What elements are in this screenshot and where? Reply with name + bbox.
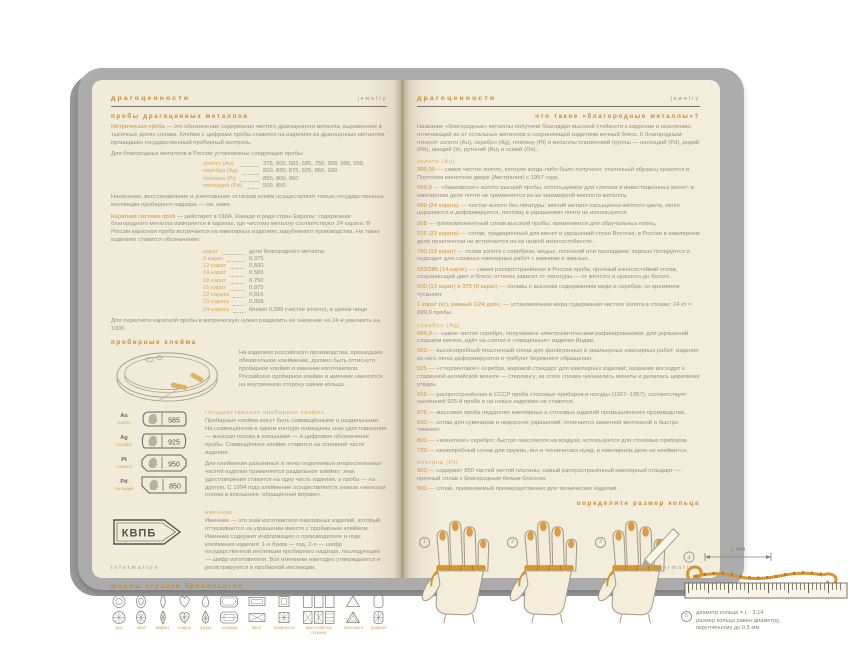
- heart-cut-facets-icon: [177, 610, 192, 625]
- cut-round: круг: [111, 594, 127, 636]
- state-stamp-paragraph-2: Для клеймения разъёмных и легко отделяемых второстепенных частей изделия применяется раздельное клеймо: знак удостоверения ставится на одну часть изделия, а проба — на другую. С 1994 года клеймение осуществляется знаком «женская голова в кокошнике, обращённая вправо».: [205, 461, 386, 499]
- paragraph-metric-assay: Метрическая проба — это обозначение содержания чистого драгоценного металла, выраженное в тысячных долях сплава. Клеймо с цифрами пробы ставится на изделиях из драгоценных металлов, прошедших государственный пробирный контроль.: [111, 124, 387, 146]
- section-heading-stamps: пробирные клейма: [111, 339, 197, 347]
- measure-column: [681, 537, 853, 633]
- carat-conversion-note: Для пересчёта каратной пробы в метрическую нужно разделить её значение на 24 и умножить на 1000.: [111, 317, 380, 332]
- svg-text:950: 950: [168, 461, 180, 469]
- round-cut-facets-icon: [111, 610, 127, 625]
- silver-stamp-icon: [140, 431, 188, 451]
- heart-cut-icon: [177, 594, 192, 609]
- hand-step-1: [417, 511, 505, 625]
- glossary-entry: 1 карат (кт), равный 1/24 доле, — установленная мера содержания чистого золота в сплаве: 24 кт = 999,9 пробы.: [417, 302, 692, 316]
- ring-stamp-text: На изделиях российского производства, прошедших обязательное клеймение, должно быть оттиснуто пробирное клеймо и именник изготовителя. Российское пробирное клеймо и именник наносятся на внутреннюю сторону шинки кольца.: [239, 350, 383, 388]
- emerald-cut-facets-icon: [219, 610, 239, 625]
- marquise-cut-facets-icon: [157, 610, 169, 625]
- table-row: 21 карат 0,875: [203, 284, 264, 291]
- table-header-row: карат доля благородного металла: [203, 248, 325, 255]
- pear-cut-icon: [199, 594, 212, 609]
- table-row: 9 карат 0,375: [203, 255, 264, 262]
- svg-text:4: 4: [687, 555, 691, 562]
- palladium-stamp-icon: [140, 475, 188, 495]
- glossary-entry: 999,99 — самое чистое золото, которое когда-либо было получено; эталонный образец хранится в Пертском монетном дворе (Австралия) с 1957 года.: [417, 167, 690, 181]
- subheading-gold: золото (Au): [417, 159, 456, 166]
- glossary-entry: 916 (22 карата) — сплав, традиционный для монет и украшений стран Востока; в России в ювелирном деле практически не встречается из-за низкой износостойкости.: [417, 230, 700, 245]
- glossary-entry: 999,9 — самое чистое серебро, получаемое электролитическим рафинированием; для украшений слишком мягкое, идёт на слитки и «священные» изделия Индии.: [417, 330, 689, 345]
- page-tag: jewelry: [670, 96, 700, 102]
- stamp-row-silver: Ag серебро 925: [111, 431, 197, 451]
- table-row: 23 карата 0,958: [203, 299, 264, 306]
- svg-text:585: 585: [168, 417, 180, 425]
- hand-illustration-1: [417, 511, 505, 625]
- subheading-silver: серебро (Ag): [417, 322, 461, 329]
- page-title: драгоценности: [417, 95, 497, 102]
- pear-cut-facets-icon: [199, 610, 212, 625]
- silver-group: [417, 323, 700, 456]
- section-heading-diamond-cuts: формы огранки бриллиантов: [111, 582, 244, 590]
- glossary-entry: 900 — сплав, применяемый преимущественно для технических изделий.: [417, 486, 618, 493]
- marquise-cut-icon: [157, 594, 169, 609]
- trilliant-cut-icon: [345, 594, 361, 609]
- radiant-cut-facets-icon: [372, 610, 385, 625]
- intro-line: Для благородных металлов в России установлены следующие пробы:: [111, 151, 304, 158]
- table-row: платина (Pt) 850, 900, 950: [203, 175, 299, 182]
- left-page-header: [111, 95, 387, 102]
- emerald-cut-icon: [219, 594, 239, 609]
- glossary-entry: 500 (12 карат) и 375 (9 карат) — сплавы с высоким содержанием меди и серебра; со временем тускнеют.: [417, 284, 680, 299]
- glossary-entry: 960 — высокопробный пластичный сплав для филигранных и эмальерных ювелирных работ; изделия из него легко деформируются и требуют бережного обращения.: [417, 348, 699, 363]
- cut-radiant: радиант: [371, 594, 387, 636]
- cut-marquise: маркиз: [156, 594, 170, 636]
- table-row: 22 карата 0,916: [203, 292, 264, 299]
- header-rule: [111, 106, 387, 107]
- cut-emerald: изумруд: [219, 594, 239, 636]
- cut-baguette: багет: [247, 594, 267, 636]
- baguette-cut-icon: [247, 594, 267, 609]
- formula-line: размер кольца равен диаметру,: [696, 617, 780, 624]
- step-2-badge: 2: [507, 537, 518, 548]
- table-row: 18 карат 0,750: [203, 277, 264, 284]
- gold-stamp-icon: [140, 409, 188, 429]
- svg-text:КВПБ: КВПБ: [121, 527, 157, 540]
- metal-fineness-table: [203, 161, 381, 190]
- svg-text:L мм: L мм: [730, 545, 746, 553]
- cut-trilliant: триллиант: [343, 594, 363, 636]
- page-title: драгоценности: [111, 95, 191, 102]
- princess-cut-facets-icon: [277, 610, 291, 625]
- table-row: серебро (Ag) 800, 830, 875, 925, 960, 999: [203, 168, 338, 175]
- glossary-entry: 875 — массовая проба недорогих ювелирных и столовых изделий промышленного производства.: [417, 409, 686, 416]
- glossary-entry: 999 (24 карата) — чистое золото без лигатуры; мягкий металл насыщенно-жёлтого цвета, легко царапается и деформируется, поэтому в украшениях почти не используется.: [417, 202, 680, 217]
- svg-text:850: 850: [169, 483, 181, 491]
- fancy-cuts-facets-icon: [302, 610, 336, 625]
- glossary-entry: 999,9 — «банковское» золото высшей пробы, используемое для слитков и инвестиционных монет; в ювелирном деле почти не применяется из-за чрезмерной мягкости металла.: [417, 184, 694, 199]
- section-heading-noble-metals: что такое «благородные металлы»?: [535, 113, 700, 120]
- radiant-cut-icon: [372, 594, 385, 609]
- hand-illustration-2: [505, 511, 593, 625]
- glossary-entry: 916 — распространённая в СССР проба столовых приборов и посуды (1927–1957); соответствует нынешней 925-й пробе и на новых изделиях не ставится.: [417, 391, 687, 406]
- svg-text:925: 925: [168, 439, 180, 447]
- oval-cut-icon: [134, 594, 148, 609]
- table-row: палладий (Pd) 500, 850: [203, 182, 286, 189]
- carat-table: [203, 249, 381, 314]
- step-5-badge: 5: [681, 611, 692, 622]
- table-row: 24 карата близко 0,999 (чистое золото), в целом чище: [203, 306, 368, 313]
- right-page: [402, 80, 780, 632]
- oval-cut-facets-icon: [134, 610, 148, 625]
- gold-group: [417, 159, 700, 317]
- left-page: [92, 80, 402, 635]
- cut-princess: принцесса: [274, 594, 294, 636]
- state-stamp-paragraph-1: Пробирные клейма могут быть совмещёнными и раздельными. На совмещённом в одном контуре помещены знак удостоверения — женская голова в кокошнике — и цифровое обозначение пробы. Совмещённое клеймо ставится на основной части изделия.: [205, 418, 387, 456]
- left-page-footer: information: [111, 565, 160, 571]
- glossary-entry: 800 — «монетное» серебро; быстро окисляется на воздухе, используется для столовых приборов.: [417, 437, 689, 444]
- subheading-imennik: именник: [205, 510, 233, 517]
- table-row: 12 карат 0,500: [203, 263, 264, 270]
- hand-step-2: [505, 511, 593, 625]
- glossary-entry: 750 (18 карат) — сплав золота с серебром, медью, платиной или палладием; хорошо полируется и подходит для сложных ювелирных работ с камнями и эмалью.: [417, 248, 690, 263]
- imennik-paragraph: Именник — это знак изготовителя ювелирных изделий, который оттискивается на украшении вместе с пробирным клеймом. Именник содержит информацию о производителе и годе клеймения изделия: 1-я буква — год, 2-я — шифр государственной инспекции пробирного надзора, последующие — шифр изготовителя. Все именники ежегодно утверждаются и регистрируются в пробирной инспекции.: [205, 518, 381, 571]
- right-page-footer: information: [651, 565, 700, 571]
- trilliant-cut-facets-icon: [345, 610, 361, 625]
- step-1-badge: 1: [419, 537, 430, 548]
- right-page-header: [417, 95, 700, 102]
- platinum-stamp-icon: [140, 453, 188, 473]
- formula-line: округлённому до 0,5 мм: [696, 625, 760, 632]
- platinum-group: [417, 460, 700, 494]
- paragraph-carat-system: Каратная система проб — действует в США, Канаде и ряде стран Европы: содержание благородного металла измеряется в каратах, где чистому металлу соответствуют 24 карата. В России каратная проба встречается на ювелирных изделиях зарубежного производства. На таких изделиях ставится обозначение:: [111, 213, 380, 243]
- ring-illustration: [111, 350, 231, 404]
- ring-block: [111, 350, 387, 404]
- diamond-cuts-grid: [111, 594, 387, 636]
- page-tag: jewelry: [357, 96, 387, 102]
- stamp-row-platinum: Pt платина 950: [111, 453, 197, 473]
- metal-stamps-column: [111, 409, 197, 504]
- cut-oval: овал: [134, 594, 148, 636]
- table-row: золото (Au) 375, 500, 583, 585, 750, 958, 996, 999: [203, 161, 363, 168]
- section-heading-ring-size: определите размер кольца: [576, 499, 700, 507]
- fancy-cuts-icon: [302, 594, 336, 609]
- glossary-entry: 720 — низкопробный сплав для пружин, игл и технических нужд; в ювелирном деле не клеймится.: [417, 447, 688, 454]
- stamp-row-gold: Au золото 585: [111, 409, 197, 429]
- assay-note: Нанесение, восстановление и уничтожение оттисков клейм осуществляют только государственные инспекции пробирного надзора — см. ниже.: [111, 194, 384, 208]
- baguette-cut-facets-icon: [247, 610, 267, 625]
- cut-fancy-group: фантазийные огранки: [302, 594, 336, 636]
- princess-cut-icon: [277, 594, 291, 609]
- section-heading-hallmarks: пробы драгоценных металлов: [111, 113, 249, 120]
- thread-ruler-illustration: [681, 537, 853, 601]
- glossary-entry: 950 — содержит 950 частей чистой платины; самый распространённый ювелирный стандарт — прочный сплав с благородным белым блеском.: [417, 468, 681, 483]
- round-cut-icon: [111, 594, 127, 609]
- table-row: 14 карат 0,583: [203, 270, 264, 277]
- ring-size-formula: [681, 610, 853, 633]
- formula-line: диаметр кольца = L : 3,14: [696, 609, 764, 616]
- state-stamp-block: [111, 409, 387, 504]
- glossary-entry: 583/585 (14 карат) — самая распространённая в России проба; прочный износостойкий сплав, сохраняющий цвет и блеск; оттенок зависит от лигатуры — от жёлтого и красного до белого.: [417, 266, 678, 281]
- glossary-entry: 958 — трёхкомпонентный сплав высокой пробы; применяется для обручальных колец.: [417, 220, 657, 227]
- cut-heart: сердце: [177, 594, 192, 636]
- maker-mark-stamp: [111, 517, 183, 547]
- cut-pear: груша: [199, 594, 212, 636]
- stamp-row-palladium: Pd палладий 850: [111, 475, 197, 495]
- noble-metals-intro: Название «благородные» металлы получили благодаря высокой стойкости к коррозии и окислению, отличающей их от остальных металлов и сохраняющей изделиям вечный блеск. К благородным относят золото (Au), серебро (Ag), платину (Pt) и металлы платиновой группы — палладий (Pd), родий (Rh), иридий (Ir), рутений (Ru) и осмий (Os).: [417, 124, 700, 154]
- step-3-badge: 3: [595, 537, 606, 548]
- glossary-entry: 925 — «стерлинговое» серебро, мировой стандарт для ювелирных изделий; название восходит к старинной английской монете — стерлингу; из этого сплава чеканились монеты и делалась церковная утварь.: [417, 366, 700, 388]
- subheading-platinum: платина (Pt): [417, 460, 459, 467]
- glossary-entry: 830 — сплав для сувениров и недорогих украшений; отличается заметной желтизной и быстро темнеет.: [417, 419, 679, 434]
- subheading-state-stamp: государственное пробирное клеймо: [205, 410, 325, 417]
- ring-size-steps: [417, 511, 780, 633]
- header-rule: [417, 106, 700, 107]
